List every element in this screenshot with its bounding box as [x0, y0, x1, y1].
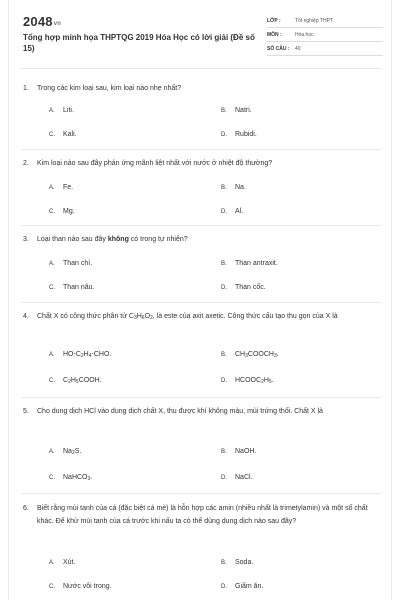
option-c[interactable]: C. Mg. — [49, 208, 75, 215]
meta-label: MÔN : — [267, 31, 282, 38]
question-3 — [21, 233, 381, 291]
question-6 — [21, 502, 381, 590]
question-number: 5. — [23, 408, 29, 415]
option-d[interactable]: D. Giấm ăn. — [221, 583, 264, 590]
option-d[interactable]: D. NaCl. — [221, 474, 253, 481]
meta-value: Tốt nghiệp THPT — [295, 17, 333, 24]
meta-label: LỚP : — [267, 17, 281, 24]
option-d[interactable]: D. Than cốc. — [221, 284, 266, 291]
question-text: Loại than nào sau đây không có trong tự nhiên? — [37, 236, 188, 243]
question-number: 2. — [23, 160, 29, 167]
question-text: Cho dung dịch HCl vào dung dịch chất X, thu được khí không màu, mùi trứng thối. Chất X là — [37, 408, 323, 415]
question-1 — [21, 82, 381, 138]
option-a[interactable]: A. $HO-C_2H_4$-CHO. — [49, 351, 112, 359]
option-b[interactable]: B. Soda. — [221, 559, 254, 566]
question-4 — [21, 310, 381, 385]
document-header — [21, 12, 381, 60]
document-title: Tổng hợp minh họa THPTQG 2019 Hóa Học có lời giải (Đề số 15) — [23, 33, 255, 53]
option-c[interactable]: C. Than nâu. — [49, 284, 95, 291]
option-b[interactable]: B. Na. — [221, 184, 246, 191]
option-c[interactable]: C. $C_2H_5COOH$. — [49, 377, 102, 385]
option-b[interactable]: B. Than antraxit. — [221, 260, 278, 267]
question-number: 4. — [23, 313, 29, 320]
option-a[interactable]: A. $Na_2S$. — [49, 448, 82, 456]
option-c[interactable]: C. NaHCO$_3$. — [49, 474, 93, 482]
document-meta — [267, 14, 383, 56]
question-number: 3. — [23, 236, 29, 243]
question-text: Trong các kim loại sau, kim loại nào nhẹ nhất? — [37, 85, 182, 92]
document-page — [8, 0, 392, 600]
question-number: 6. — [23, 505, 29, 512]
option-d[interactable]: D. $HCOOC_2H_5$. — [221, 377, 274, 385]
question-number: 1. — [23, 85, 29, 92]
option-c[interactable]: C. Nước vôi trong. — [49, 583, 112, 590]
emphasis-text: không — [107, 236, 129, 243]
question-text: Chất X có công thức phân tử $C_3H_6O_2$, là este của axit axetic. Công thức cấu tạo thu gọn của X là — [37, 313, 338, 321]
option-b[interactable]: B. NaOH. — [221, 448, 257, 455]
question-5 — [21, 405, 381, 482]
option-b[interactable]: B. Natri. — [221, 107, 252, 114]
option-a[interactable]: A. Fe. — [49, 184, 74, 191]
option-a[interactable]: A. Liti. — [49, 107, 74, 114]
meta-label: SỐ CÂU : — [267, 45, 290, 52]
meta-subject-row — [267, 28, 383, 42]
question-divider — [21, 493, 381, 494]
meta-class-row — [267, 14, 383, 28]
option-a[interactable]: A. Xút. — [49, 559, 76, 566]
header-divider — [21, 68, 381, 69]
question-divider — [21, 302, 381, 303]
meta-value: Hóa học — [295, 31, 314, 38]
option-c[interactable]: C. Kali. — [49, 131, 77, 138]
question-divider — [21, 149, 381, 150]
option-d[interactable]: D. Rubidi. — [221, 131, 257, 138]
question-text: Kim loại nào sau đây phản ứng mãnh liệt nhất với nước ở nhiệt độ thường? — [37, 160, 273, 167]
question-divider — [21, 225, 381, 226]
question-divider — [21, 397, 381, 398]
option-b[interactable]: B. $CH_3COOCH_3$. — [221, 351, 279, 359]
site-logo[interactable]: 2048vn — [23, 14, 62, 29]
meta-value: 40 — [295, 45, 301, 52]
question-text: Biết rằng mùi tanh của cá (đặc biệt cá mè) là hỗn hợp các amin (nhiều nhất là trimetylamin) và một số chất khác. Để khử mùi tanh của cá trước khi nấu ta có thể dùng dung dịch nào sau đây? — [37, 505, 368, 525]
meta-count-row — [267, 42, 383, 56]
option-d[interactable]: D. Al. — [221, 208, 244, 215]
option-a[interactable]: A. Than chì. — [49, 260, 93, 267]
question-2 — [21, 157, 381, 215]
